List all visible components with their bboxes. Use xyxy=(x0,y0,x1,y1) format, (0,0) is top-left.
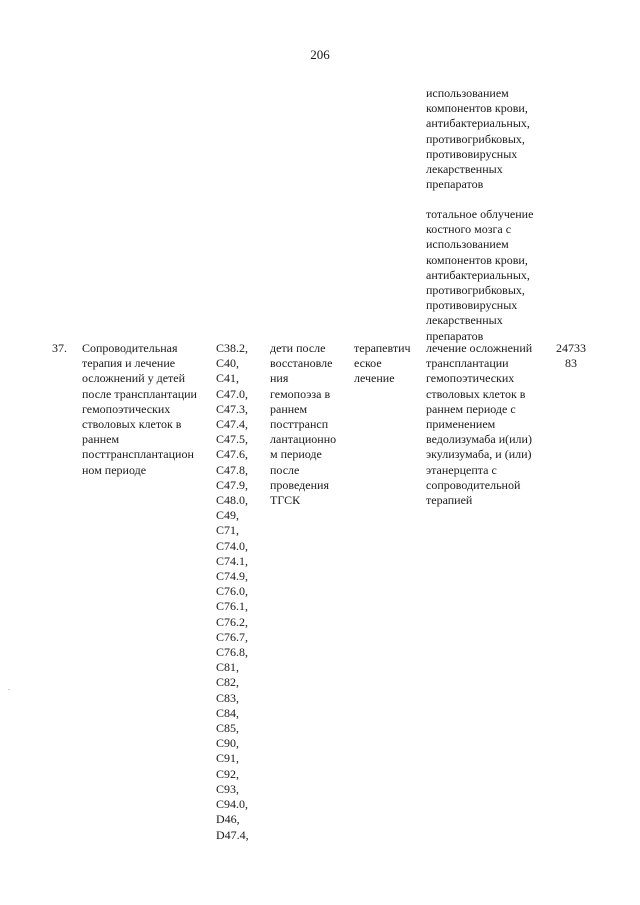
text-line: применением xyxy=(426,417,496,432)
text-line: ном периоде xyxy=(82,462,147,477)
text-line: раннем xyxy=(270,401,308,416)
text-line: C41, xyxy=(216,371,240,386)
text-line: ведолизумаба и(или) xyxy=(426,432,532,447)
text-line: C82, xyxy=(216,675,240,690)
text-line: C71, xyxy=(216,523,240,538)
text-line: лантационно xyxy=(270,432,337,447)
text-line: м периоде xyxy=(270,447,322,462)
text-line: гемопоэтических xyxy=(426,371,515,386)
text-line: C76.1, xyxy=(216,599,249,614)
text-line: C93, xyxy=(216,781,240,796)
text-line: C76.2, xyxy=(216,614,249,629)
text-line: посттрансп xyxy=(270,417,329,432)
row-codes-cell xyxy=(216,341,249,843)
text-line: противогрибковых, xyxy=(426,131,525,146)
text-line: препаратов xyxy=(426,177,484,192)
text-line: тотальное облучение xyxy=(426,207,534,221)
text-line: лекарственных xyxy=(426,162,503,177)
text-line: использованием xyxy=(426,237,509,252)
text-line: костного мозга с xyxy=(426,222,512,237)
text-line: 83 xyxy=(565,356,577,371)
text-line: трансплантации xyxy=(426,356,509,371)
text-line: C38.2, xyxy=(216,341,249,355)
text-line: проведения xyxy=(270,477,329,492)
text-line: C83, xyxy=(216,690,240,705)
text-line: Сопроводительная xyxy=(82,341,178,355)
row-cost-cell xyxy=(556,341,586,371)
text-line: гемопоэтических xyxy=(82,401,171,416)
text-line: D46, xyxy=(216,812,240,827)
text-line: дети после xyxy=(270,341,326,355)
text-line: стволовых клеток в xyxy=(82,417,182,432)
row-number: 37. xyxy=(52,341,67,355)
text-line: компонентов крови, xyxy=(426,101,528,116)
text-line: антибактериальных, xyxy=(426,267,530,282)
previous-row-method-block-2 xyxy=(426,207,533,344)
text-line: C91, xyxy=(216,751,240,766)
text-line: C94.0, xyxy=(216,797,249,812)
text-line: C85, xyxy=(216,721,240,736)
text-line: гемопоэза в xyxy=(270,386,331,401)
text-line: лечение xyxy=(354,371,395,386)
text-line: C74.0, xyxy=(216,538,249,553)
text-line: C47.3, xyxy=(216,401,249,416)
text-line: лекарственных xyxy=(426,313,503,328)
text-line: ТГСК xyxy=(270,493,301,508)
text-line: C40, xyxy=(216,356,240,371)
text-line: раннем периоде с xyxy=(426,401,516,416)
text-line: антибактериальных, xyxy=(426,116,530,131)
text-line: противовирусных xyxy=(426,146,518,161)
text-line: C74.1, xyxy=(216,553,249,568)
page-number: 206 xyxy=(310,47,330,62)
text-line: C84, xyxy=(216,705,240,720)
text-line: стволовых клеток в xyxy=(426,386,526,401)
text-line: экулизумаба, и (или) xyxy=(426,447,532,462)
text-line: C47.6, xyxy=(216,447,249,462)
text-line: C90, xyxy=(216,736,240,751)
previous-row-method-block-1 xyxy=(426,86,530,192)
text-line: терапевтич xyxy=(354,341,411,355)
text-line: после xyxy=(270,462,300,477)
text-line: C47.9, xyxy=(216,477,249,492)
text-line: лечение осложнений xyxy=(426,341,533,355)
text-line: осложнений у детей xyxy=(82,371,186,386)
text-line: ния xyxy=(270,371,289,386)
row-name-cell xyxy=(82,341,197,478)
text-line: C81, xyxy=(216,660,240,675)
row-method-cell xyxy=(426,341,532,508)
text-line: C49, xyxy=(216,508,240,523)
text-line: использованием xyxy=(426,86,509,100)
text-line: 24733 xyxy=(556,341,586,355)
text-line: C47.0, xyxy=(216,386,249,401)
text-line: терапия и лечение xyxy=(82,356,176,371)
text-line: раннем xyxy=(82,432,120,447)
text-line: еское xyxy=(354,356,382,371)
text-line: C92, xyxy=(216,766,240,781)
margin-mark: . xyxy=(8,683,10,692)
text-line: C76.0, xyxy=(216,584,249,599)
text-line: C47.5, xyxy=(216,432,249,447)
text-line: противовирусных xyxy=(426,298,518,313)
text-line: C47.8, xyxy=(216,462,249,477)
text-line: противогрибковых, xyxy=(426,283,525,298)
text-line: C76.7, xyxy=(216,629,249,644)
text-line: компонентов крови, xyxy=(426,252,528,267)
text-line: C47.4, xyxy=(216,417,249,432)
row-patient-model-cell xyxy=(270,341,336,508)
text-line: после трансплантации xyxy=(82,386,197,401)
text-line: C74.9, xyxy=(216,569,249,584)
text-line: восстановле xyxy=(270,356,333,371)
row-treatment-type-cell xyxy=(354,341,411,387)
text-line: посттрансплантацион xyxy=(82,447,194,462)
text-line: C48.0, xyxy=(216,493,249,508)
text-line: препаратов xyxy=(426,328,484,343)
text-line: сопроводительной xyxy=(426,477,521,492)
text-line: терапией xyxy=(426,493,473,508)
text-line: D47.4, xyxy=(216,827,249,842)
text-line: C76.8, xyxy=(216,645,249,660)
text-line: этанерцепта с xyxy=(426,462,497,477)
